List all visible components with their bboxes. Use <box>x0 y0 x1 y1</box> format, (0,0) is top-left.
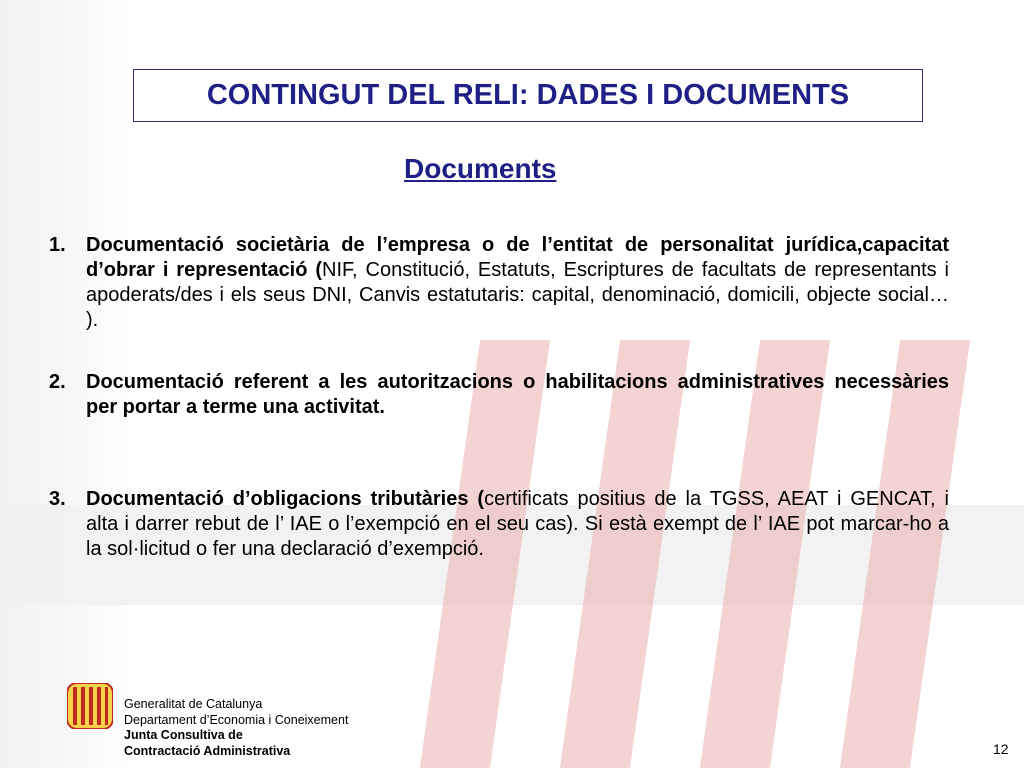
footer-line: Generalitat de Catalunya <box>124 697 263 711</box>
generalitat-logo-icon <box>67 683 113 729</box>
page-number: 12 <box>993 741 1009 757</box>
list-item-bold-text: Documentació d’obligacions tributàries ( <box>86 488 485 510</box>
list-item-number: 3. <box>49 488 66 510</box>
section-subtitle: Documents <box>404 153 557 184</box>
footer-organization <box>124 697 348 759</box>
list-item-number: 2. <box>49 371 66 393</box>
list-item-number: 1. <box>49 234 66 256</box>
list-item <box>49 370 949 420</box>
footer-line: Contractació Administrativa <box>124 743 291 758</box>
list-item-text: certificats positius de la TGSS, AEAT i GENCAT, i alta i darrer rebut de l’ IAE o l’exempció en el seu cas). Si està exempt de l’ IAE pot marcar-ho a la sol·licitud o fer una declaració d’exempció. <box>86 488 949 560</box>
list-item-bold-text: Documentació referent a les autoritzacions o habilitacions administratives necessàries per portar a terme una activitat. <box>86 371 949 418</box>
list-item-text: NIF, Constitució, Estatuts, Escriptures de facultats de representants i apoderats/des i els seus DNI, Canvis estatutaris: capital, denominació, domicili, objecte social… ). <box>86 259 949 331</box>
footer-line: Junta Consultiva de <box>124 728 243 742</box>
list-item-bold-text: Documentació societària de l’empresa o de l’entitat de personalitat jurídica,capacitat d’obrar i representació ( <box>86 234 949 281</box>
slide-title-box <box>133 69 923 122</box>
list-item <box>49 487 949 562</box>
footer-line: Departament d’Economia i Coneixement <box>124 712 349 727</box>
slide-title: CONTINGUT DEL RELI: DADES I DOCUMENTS <box>206 79 850 111</box>
list-item <box>49 233 949 333</box>
